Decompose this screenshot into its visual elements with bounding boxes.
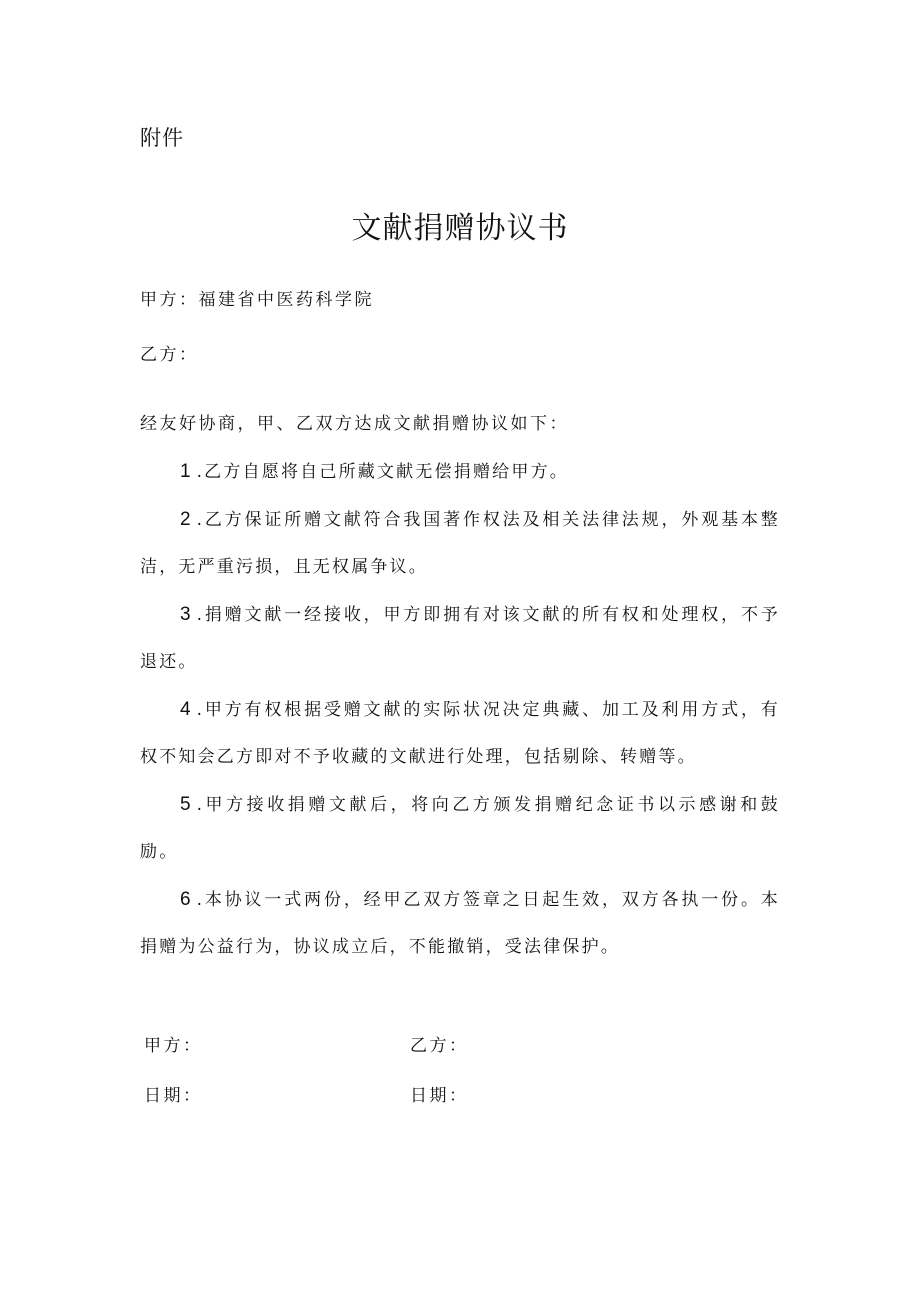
signature-party-b-label: 乙方：: [410, 1036, 469, 1056]
attachment-label: 附件: [140, 126, 184, 150]
clause-text: .捐赠文献一经接收，甲方即拥有对该文献的所有权和处理权，不予退还。: [140, 605, 780, 672]
party-b-line: 乙方：: [140, 345, 199, 365]
clause-text: .甲方有权根据受赠文献的实际状况决定典藏、加工及利用方式，有权不知会乙方即对不予收藏的文献进行处理，包括剔除、转赠等。: [140, 700, 780, 767]
document-title: 文献捐赠协议书: [351, 211, 569, 246]
clause-item: [140, 876, 780, 971]
clause-number: 5: [180, 794, 191, 815]
date-party-a-label: 日期：: [144, 1086, 203, 1106]
clause-item: [140, 686, 780, 781]
clause-number: 6: [180, 889, 191, 910]
clause-item: [140, 781, 780, 876]
clause-item: [140, 496, 780, 591]
date-party-b-label: 日期：: [410, 1086, 469, 1106]
clause-text: .本协议一式两份，经甲乙双方签章之日起生效，双方各执一份。本捐赠为公益行为，协议成立后，不能撤销，受法律保护。: [140, 890, 780, 957]
clause-text: .甲方接收捐赠文献后，将向乙方颁发捐赠纪念证书以示感谢和鼓励。: [140, 795, 780, 862]
clause-number: 3: [180, 604, 191, 625]
clause-list: [140, 448, 780, 971]
clause-text: .乙方保证所赠文献符合我国著作权法及相关法律法规，外观基本整洁，无严重污损，且无权属争议。: [140, 510, 780, 577]
clause-item: [140, 448, 780, 496]
clause-number: 1: [180, 461, 191, 482]
clause-number: 4: [180, 699, 191, 720]
clause-number: 2: [180, 509, 191, 530]
signature-party-a-label: 甲方：: [144, 1036, 203, 1056]
clause-text: .乙方自愿将自己所藏文献无偿捐赠给甲方。: [196, 462, 569, 482]
clause-item: [140, 591, 780, 686]
intro-paragraph: 经友好协商，甲、乙双方达成文献捐赠协议如下：: [140, 414, 569, 434]
party-a-line: 甲方：福建省中医药科学院: [140, 290, 374, 310]
